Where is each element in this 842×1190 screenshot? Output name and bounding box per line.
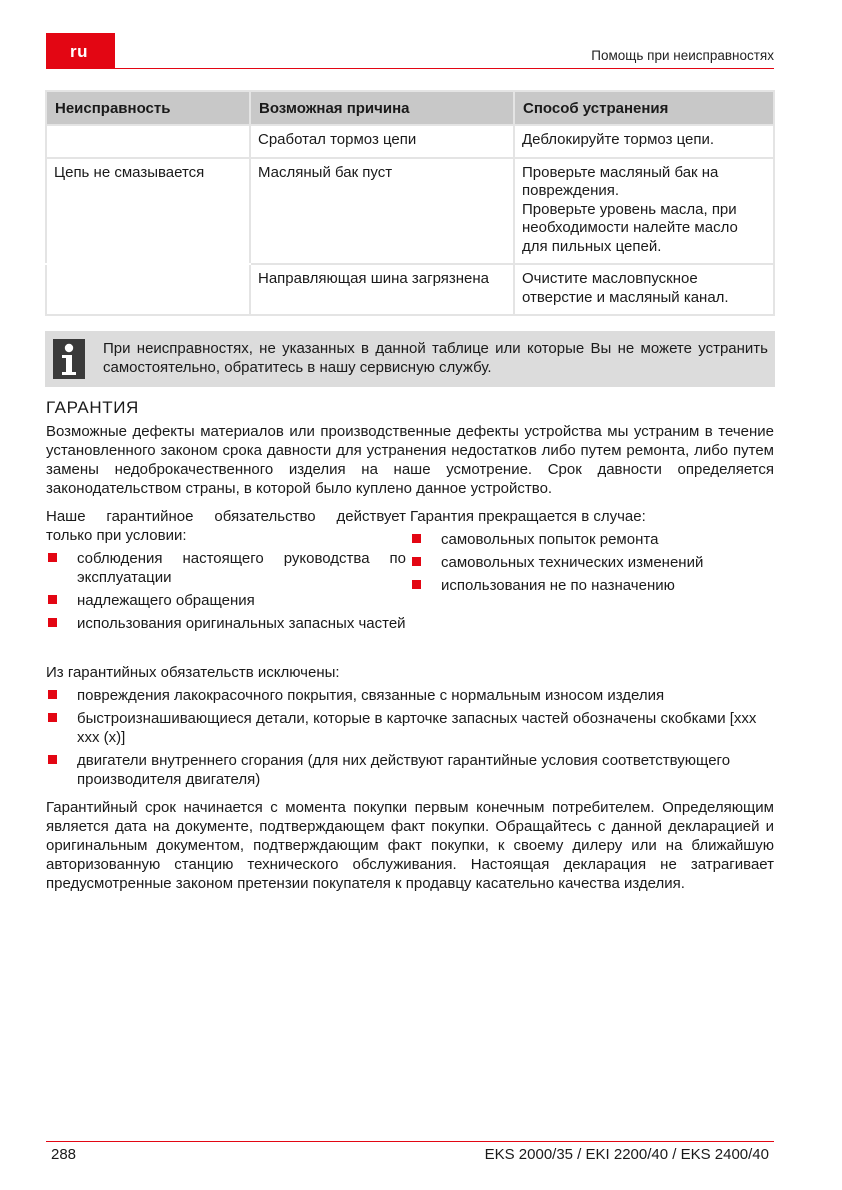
page-number: 288 xyxy=(51,1146,77,1163)
footer-divider xyxy=(46,1141,774,1142)
conditions-list xyxy=(46,549,406,633)
cause-cell: Направляющая шина загрязнена xyxy=(250,264,514,315)
termination-list xyxy=(410,530,774,595)
list-item: соблюдения настоящего руководства по эксплуатации xyxy=(46,549,406,587)
header-divider xyxy=(115,68,774,69)
warranty-intro: Возможные дефекты материалов или производственные дефекты устройства мы устраним в течение установленного законом срока давности для устранения недостатков либо путем ремонта, либо путем замены недоброкачественного изделия на наше усмотрение. Срок давности определяется законодательством страны, в которой было куплено данное устройство. xyxy=(46,423,774,497)
bullet-icon xyxy=(412,580,421,589)
termination-intro: Гарантия прекращается в случае: xyxy=(410,508,646,525)
header-cause: Возможная причина xyxy=(250,91,514,125)
warranty-heading: ГАРАНТИЯ xyxy=(46,398,139,417)
remedy-cell xyxy=(514,264,774,315)
info-icon xyxy=(53,339,85,379)
list-item: быстроизнашивающиеся детали, которые в карточке запасных частей обозначены скобками [xxx xxx (x)] xyxy=(46,709,774,747)
warranty-closing: Гарантийный срок начинается с момента покупки первым конечным потребителем. Определяющим является дата на документе, подтверждающем факт покупки. Обращайтесь с данной декларацией и оригинальным документом, подтверждающим факт покупки, к своему дилеру или на ближайшую авторизованную станцию технического обслуживания. Настоящая декларация не затрагивает предусмотренные законом претензии покупателя к продавцу касательно качества изделия. xyxy=(46,799,774,892)
termination-column xyxy=(410,507,774,595)
remedy-cell xyxy=(514,158,774,265)
list-item: использования не по назначению xyxy=(410,576,774,595)
cause-cell: Сработал тормоз цепи xyxy=(250,125,514,158)
language-tab xyxy=(46,33,115,69)
bullet-icon xyxy=(48,595,57,604)
remedy-cell xyxy=(514,125,774,158)
remedy-text: Проверьте уровень масла, при необходимости налейте масло для пильных цепей. xyxy=(522,200,738,255)
table-row xyxy=(46,264,774,315)
language-code: ru xyxy=(70,42,88,61)
list-item: самовольных попыток ремонта xyxy=(410,530,774,549)
troubleshooting-table xyxy=(45,90,775,316)
conditions-intro: Наше гарантийное обязательство действует только при условии: xyxy=(46,508,406,544)
list-item: использования оригинальных запасных частей xyxy=(46,614,406,633)
table-row xyxy=(46,125,774,158)
model-names: EKS 2000/35 / EKI 2200/40 / EKS 2400/40 xyxy=(484,1146,769,1163)
header-fault: Неисправность xyxy=(46,91,250,125)
conditions-column xyxy=(46,507,406,633)
cause-cell: Масляный бак пуст xyxy=(250,158,514,265)
bullet-icon xyxy=(48,618,57,627)
bullet-icon xyxy=(412,557,421,566)
bullet-icon xyxy=(412,534,421,543)
bullet-icon xyxy=(48,713,57,722)
table-header-row xyxy=(46,91,774,125)
bullet-icon xyxy=(48,755,57,764)
list-item: повреждения лакокрасочного покрытия, связанные с нормальным износом изделия xyxy=(46,686,774,705)
remedy-text: Проверьте масляный бак на повреждения. xyxy=(522,163,719,199)
exclusions-intro: Из гарантийных обязательств исключены: xyxy=(46,664,340,681)
fault-cell: Цепь не смазывается xyxy=(46,158,250,265)
list-item: двигатели внутреннего сгорания (для них действуют гарантийные условия соответствующего производителя двигателя) xyxy=(46,751,774,789)
info-text: При неисправностях, не указанных в данной таблице или которые Вы не можете устранить самостоятельно, обратитесь в нашу сервисную службу. xyxy=(103,340,768,376)
bullet-icon xyxy=(48,690,57,699)
fault-cell xyxy=(46,264,250,315)
remedy-text: Очистите масловпускное отверстие и масляный канал. xyxy=(522,270,729,306)
table-row xyxy=(46,158,774,265)
list-item: надлежащего обращения xyxy=(46,591,406,610)
list-item: самовольных технических изменений xyxy=(410,553,774,572)
header-remedy: Способ устранения xyxy=(514,91,774,125)
bullet-icon xyxy=(48,553,57,562)
section-title: Помощь при неисправностях xyxy=(591,48,774,63)
exclusions-list xyxy=(46,686,774,789)
remedy-text: Деблокируйте тормоз цепи. xyxy=(522,131,715,148)
info-note xyxy=(45,331,775,387)
fault-cell xyxy=(46,125,250,158)
exclusions-block xyxy=(46,663,774,789)
